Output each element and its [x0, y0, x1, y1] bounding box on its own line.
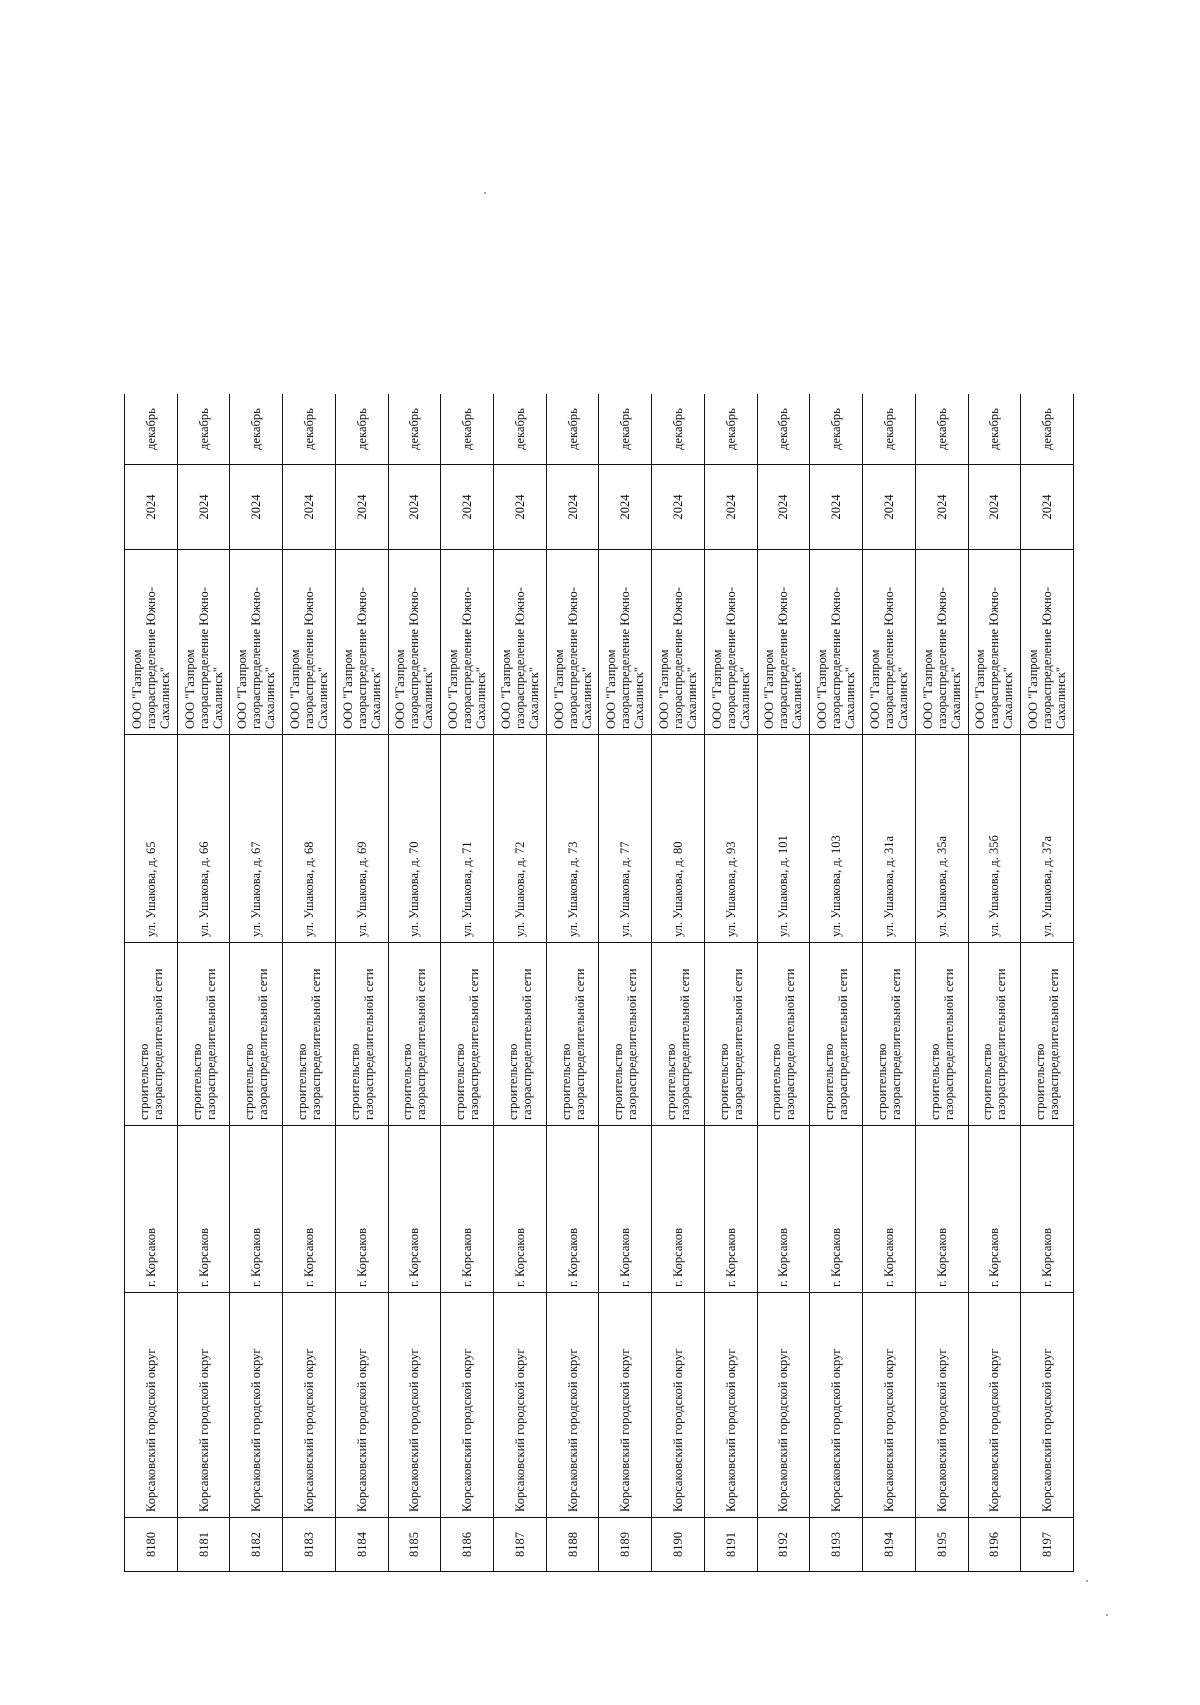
organization-cell: ООО "Газпром газораспределение Южно-Сахалинск" — [546, 550, 599, 735]
work-type-cell: строительство газораспределительной сети — [546, 943, 599, 1126]
row-number-cell: 8197 — [1021, 1518, 1074, 1572]
organization-cell: ООО "Газпром газораспределение Южно-Сахалинск" — [335, 550, 388, 735]
table-row — [652, 394, 705, 1572]
district-cell: Корсаковский городской округ — [704, 1293, 757, 1518]
month-cell: декабрь — [388, 394, 441, 465]
work-type-cell: строительство газораспределительной сети — [704, 943, 757, 1126]
work-type-cell: строительство газораспределительной сети — [652, 943, 705, 1126]
work-type-cell: строительство газораспределительной сети — [494, 943, 547, 1126]
year-cell: 2024 — [441, 465, 494, 550]
month-cell: декабрь — [915, 394, 968, 465]
row-number-cell: 8180 — [125, 1518, 178, 1572]
district-cell: Корсаковский городской округ — [968, 1293, 1021, 1518]
month-cell: декабрь — [335, 394, 388, 465]
scan-speck — [1086, 1580, 1088, 1582]
city-cell: г. Корсаков — [388, 1126, 441, 1293]
year-cell: 2024 — [177, 465, 230, 550]
organization-cell: ООО "Газпром газораспределение Южно-Сахалинск" — [441, 550, 494, 735]
work-type-cell: строительство газораспределительной сети — [863, 943, 916, 1126]
address-cell: ул. Ушакова, д. 93 — [704, 735, 757, 943]
work-type-cell: строительство газораспределительной сети — [757, 943, 810, 1126]
district-cell: Корсаковский городской округ — [915, 1293, 968, 1518]
organization-cell: ООО "Газпром газораспределение Южно-Сахалинск" — [1021, 550, 1074, 735]
table-row — [968, 394, 1021, 1572]
city-cell: г. Корсаков — [335, 1126, 388, 1293]
address-cell: ул. Ушакова, д. 66 — [177, 735, 230, 943]
row-number-cell: 8195 — [915, 1518, 968, 1572]
table-row — [177, 394, 230, 1572]
table-row — [125, 394, 178, 1572]
month-cell: декабрь — [177, 394, 230, 465]
work-type-cell: строительство газораспределительной сети — [335, 943, 388, 1126]
city-cell: г. Корсаков — [230, 1126, 283, 1293]
address-cell: ул. Ушакова, д. 35а — [915, 735, 968, 943]
year-cell: 2024 — [757, 465, 810, 550]
organization-cell: ООО "Газпром газораспределение Южно-Сахалинск" — [704, 550, 757, 735]
work-type-cell: строительство газораспределительной сети — [599, 943, 652, 1126]
district-cell: Корсаковский городской округ — [177, 1293, 230, 1518]
table-row — [546, 394, 599, 1572]
row-number-cell: 8191 — [704, 1518, 757, 1572]
address-cell: ул. Ушакова, д. 65 — [125, 735, 178, 943]
month-cell: декабрь — [1021, 394, 1074, 465]
row-number-cell: 8192 — [757, 1518, 810, 1572]
city-cell: г. Корсаков — [1021, 1126, 1074, 1293]
month-cell: декабрь — [283, 394, 336, 465]
table-row — [757, 394, 810, 1572]
row-number-cell: 8190 — [652, 1518, 705, 1572]
district-cell: Корсаковский городской округ — [546, 1293, 599, 1518]
month-cell: декабрь — [704, 394, 757, 465]
city-cell: г. Корсаков — [915, 1126, 968, 1293]
district-cell: Корсаковский городской округ — [283, 1293, 336, 1518]
month-cell: декабрь — [494, 394, 547, 465]
year-cell: 2024 — [494, 465, 547, 550]
city-cell: г. Корсаков — [441, 1126, 494, 1293]
work-type-cell: строительство газораспределительной сети — [283, 943, 336, 1126]
year-cell: 2024 — [704, 465, 757, 550]
year-cell: 2024 — [230, 465, 283, 550]
organization-cell: ООО "Газпром газораспределение Южно-Сахалинск" — [915, 550, 968, 735]
organization-cell: ООО "Газпром газораспределение Южно-Сахалинск" — [125, 550, 178, 735]
table-row — [230, 394, 283, 1572]
organization-cell: ООО "Газпром газораспределение Южно-Сахалинск" — [494, 550, 547, 735]
district-cell: Корсаковский городской округ — [757, 1293, 810, 1518]
table-row — [1021, 394, 1074, 1572]
month-cell: декабрь — [968, 394, 1021, 465]
organization-cell: ООО "Газпром газораспределение Южно-Сахалинск" — [652, 550, 705, 735]
year-cell: 2024 — [810, 465, 863, 550]
month-cell: декабрь — [546, 394, 599, 465]
district-cell: Корсаковский городской округ — [652, 1293, 705, 1518]
work-type-cell: строительство газораспределительной сети — [810, 943, 863, 1126]
rotated-table-wrapper — [124, 394, 1074, 1572]
row-number-cell: 8194 — [863, 1518, 916, 1572]
work-type-cell: строительство газораспределительной сети — [177, 943, 230, 1126]
table-row — [810, 394, 863, 1572]
scan-speck — [1106, 1614, 1108, 1616]
organization-cell: ООО "Газпром газораспределение Южно-Сахалинск" — [968, 550, 1021, 735]
row-number-cell: 8183 — [283, 1518, 336, 1572]
month-cell: декабрь — [441, 394, 494, 465]
address-cell: ул. Ушакова, д. 101 — [757, 735, 810, 943]
row-number-cell: 8196 — [968, 1518, 1021, 1572]
organization-cell: ООО "Газпром газораспределение Южно-Сахалинск" — [230, 550, 283, 735]
row-number-cell: 8185 — [388, 1518, 441, 1572]
table-row — [283, 394, 336, 1572]
month-cell: декабрь — [810, 394, 863, 465]
month-cell: декабрь — [757, 394, 810, 465]
row-number-cell: 8193 — [810, 1518, 863, 1572]
scan-speck — [484, 192, 486, 194]
row-number-cell: 8182 — [230, 1518, 283, 1572]
city-cell: г. Корсаков — [283, 1126, 336, 1293]
table-row — [494, 394, 547, 1572]
district-cell: Корсаковский городской округ — [335, 1293, 388, 1518]
year-cell: 2024 — [863, 465, 916, 550]
district-cell: Корсаковский городской округ — [125, 1293, 178, 1518]
address-cell: ул. Ушакова, д. 31а — [863, 735, 916, 943]
address-cell: ул. Ушакова, д. 35б — [968, 735, 1021, 943]
work-type-cell: строительство газораспределительной сети — [1021, 943, 1074, 1126]
table-row — [441, 394, 494, 1572]
organization-cell: ООО "Газпром газораспределение Южно-Сахалинск" — [757, 550, 810, 735]
work-type-cell: строительство газораспределительной сети — [441, 943, 494, 1126]
city-cell: г. Корсаков — [757, 1126, 810, 1293]
address-cell: ул. Ушакова, д. 77 — [599, 735, 652, 943]
address-cell: ул. Ушакова, д. 71 — [441, 735, 494, 943]
year-cell: 2024 — [546, 465, 599, 550]
city-cell: г. Корсаков — [968, 1126, 1021, 1293]
district-cell: Корсаковский городской округ — [230, 1293, 283, 1518]
row-number-cell: 8186 — [441, 1518, 494, 1572]
gas-network-table — [124, 394, 1074, 1572]
year-cell: 2024 — [599, 465, 652, 550]
city-cell: г. Корсаков — [546, 1126, 599, 1293]
year-cell: 2024 — [1021, 465, 1074, 550]
district-cell: Корсаковский городской округ — [863, 1293, 916, 1518]
city-cell: г. Корсаков — [125, 1126, 178, 1293]
year-cell: 2024 — [125, 465, 178, 550]
organization-cell: ООО "Газпром газораспределение Южно-Сахалинск" — [388, 550, 441, 735]
year-cell: 2024 — [968, 465, 1021, 550]
row-number-cell: 8188 — [546, 1518, 599, 1572]
address-cell: ул. Ушакова, д. 70 — [388, 735, 441, 943]
year-cell: 2024 — [283, 465, 336, 550]
district-cell: Корсаковский городской округ — [810, 1293, 863, 1518]
organization-cell: ООО "Газпром газораспределение Южно-Сахалинск" — [177, 550, 230, 735]
table-row — [599, 394, 652, 1572]
year-cell: 2024 — [915, 465, 968, 550]
year-cell: 2024 — [388, 465, 441, 550]
city-cell: г. Корсаков — [863, 1126, 916, 1293]
table-row — [863, 394, 916, 1572]
city-cell: г. Корсаков — [810, 1126, 863, 1293]
work-type-cell: строительство газораспределительной сети — [125, 943, 178, 1126]
row-number-cell: 8189 — [599, 1518, 652, 1572]
city-cell: г. Корсаков — [494, 1126, 547, 1293]
month-cell: декабрь — [863, 394, 916, 465]
month-cell: декабрь — [652, 394, 705, 465]
work-type-cell: строительство газораспределительной сети — [915, 943, 968, 1126]
city-cell: г. Корсаков — [177, 1126, 230, 1293]
month-cell: декабрь — [599, 394, 652, 465]
table-row — [915, 394, 968, 1572]
work-type-cell: строительство газораспределительной сети — [230, 943, 283, 1126]
district-cell: Корсаковский городской округ — [441, 1293, 494, 1518]
address-cell: ул. Ушакова, д. 72 — [494, 735, 547, 943]
district-cell: Корсаковский городской округ — [494, 1293, 547, 1518]
row-number-cell: 8184 — [335, 1518, 388, 1572]
table-frame — [124, 394, 1074, 1572]
city-cell: г. Корсаков — [704, 1126, 757, 1293]
year-cell: 2024 — [335, 465, 388, 550]
year-cell: 2024 — [652, 465, 705, 550]
table-body — [125, 394, 1074, 1572]
address-cell: ул. Ушакова, д. 69 — [335, 735, 388, 943]
organization-cell: ООО "Газпром газораспределение Южно-Сахалинск" — [283, 550, 336, 735]
work-type-cell: строительство газораспределительной сети — [968, 943, 1021, 1126]
address-cell: ул. Ушакова, д. 73 — [546, 735, 599, 943]
organization-cell: ООО "Газпром газораспределение Южно-Сахалинск" — [810, 550, 863, 735]
month-cell: декабрь — [125, 394, 178, 465]
work-type-cell: строительство газораспределительной сети — [388, 943, 441, 1126]
district-cell: Корсаковский городской округ — [388, 1293, 441, 1518]
table-row — [335, 394, 388, 1572]
organization-cell: ООО "Газпром газораспределение Южно-Сахалинск" — [599, 550, 652, 735]
address-cell: ул. Ушакова, д. 67 — [230, 735, 283, 943]
row-number-cell: 8181 — [177, 1518, 230, 1572]
address-cell: ул. Ушакова, д. 80 — [652, 735, 705, 943]
city-cell: г. Корсаков — [652, 1126, 705, 1293]
address-cell: ул. Ушакова, д. 103 — [810, 735, 863, 943]
city-cell: г. Корсаков — [599, 1126, 652, 1293]
table-row — [388, 394, 441, 1572]
address-cell: ул. Ушакова, д. 37а — [1021, 735, 1074, 943]
organization-cell: ООО "Газпром газораспределение Южно-Сахалинск" — [863, 550, 916, 735]
address-cell: ул. Ушакова, д. 68 — [283, 735, 336, 943]
district-cell: Корсаковский городской округ — [1021, 1293, 1074, 1518]
month-cell: декабрь — [230, 394, 283, 465]
table-row — [704, 394, 757, 1572]
row-number-cell: 8187 — [494, 1518, 547, 1572]
district-cell: Корсаковский городской округ — [599, 1293, 652, 1518]
